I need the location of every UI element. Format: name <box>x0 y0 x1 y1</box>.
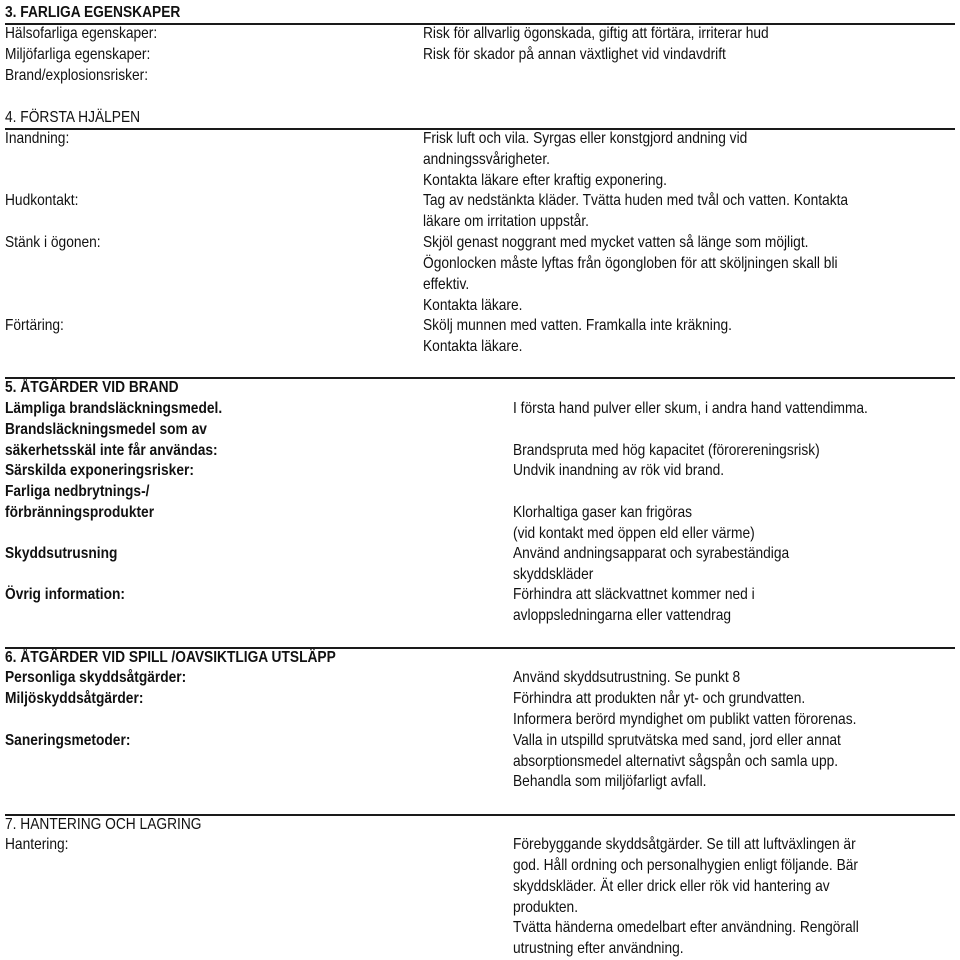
farliga-value: (vid kontakt med öppen eld eller värme) <box>513 525 755 542</box>
ogon-line: Kontakta läkare. <box>423 297 523 314</box>
section-6-heading: 6. ÅTGÄRDER VID SPILL /OAVSIKTLIGA UTSLÄPP <box>5 649 336 666</box>
ej-anvandas-label: säkerhetsskäl inte får användas: <box>5 442 218 459</box>
ogon-line: Skjöl genast noggrant med mycket vatten så länge som möjligt. <box>423 234 809 251</box>
hantering-line: produkten. <box>513 899 579 916</box>
skyddsutrustning-value: skyddskläder <box>513 566 594 583</box>
lampliga-value: I första hand pulver eller skum, i andra hand vattendimma. <box>513 400 868 417</box>
ovrig-label: Övrig information: <box>5 586 126 603</box>
fortaring-line: Kontakta läkare. <box>423 338 523 355</box>
section-7-heading: 7. HANTERING OCH LAGRING <box>5 816 202 833</box>
personliga-value: Använd skyddsutrustning. Se punkt 8 <box>513 669 741 686</box>
miljofarliga-label: Miljöfarliga egenskaper: <box>5 46 151 63</box>
ogon-line: effektiv. <box>423 276 470 293</box>
skyddsutrustning-label: Skyddsutrusning <box>5 545 118 562</box>
ej-anvandas-label: Brandsläckningsmedel som av <box>5 421 207 438</box>
ej-anvandas-value: Brandspruta med hög kapacitet (förorereningsrisk) <box>513 442 820 459</box>
hudkontakt-line: Tag av nedstänkta kläder. Tvätta huden med tvål och vatten. Kontakta <box>423 192 849 209</box>
lampliga-label: Lämpliga brandsläckningsmedel. <box>5 400 223 417</box>
inandning-line: Frisk luft och vila. Syrgas eller konstgjord andning vid <box>423 130 748 147</box>
ovrig-value: avloppsledningarna eller vattendrag <box>513 607 732 624</box>
sanering-line: absorptionsmedel alternativt sågspån och samla upp. <box>513 753 839 770</box>
inandning-line: Kontakta läkare efter kraftig exponering. <box>423 172 667 189</box>
sanering-label: Saneringsmetoder: <box>5 732 131 749</box>
section-4-heading: 4. FÖRSTA HJÄLPEN <box>5 109 141 126</box>
ovrig-value: Förhindra att släckvattnet kommer ned i <box>513 586 755 603</box>
personliga-label: Personliga skyddsåtgärder: <box>5 669 187 686</box>
miljoskydd-label: Miljöskyddsåtgärder: <box>5 690 144 707</box>
brand-explosion-label: Brand/explosionsrisker: <box>5 67 149 84</box>
section-5-rule <box>5 377 955 379</box>
halso-value: Risk för allvarlig ögonskada, giftig att förtära, irriterar hud <box>423 25 769 42</box>
sarskilda-value: Undvik inandning av rök vid brand. <box>513 462 725 479</box>
ogon-label: Stänk i ögonen: <box>5 234 101 251</box>
inandning-line: andningssvårigheter. <box>423 151 550 168</box>
section-6-rule <box>5 647 955 649</box>
hantering-label: Hantering: <box>5 836 69 853</box>
fortaring-line: Skölj munnen med vatten. Framkalla inte kräkning. <box>423 317 732 334</box>
section-5-heading: 5. ÅTGÄRDER VID BRAND <box>5 379 179 396</box>
section-3-heading: 3. FARLIGA EGENSKAPER <box>5 4 181 21</box>
farliga-value: Klorhaltiga gaser kan frigöras <box>513 504 692 521</box>
hantering-line: utrustning efter användning. <box>513 940 684 957</box>
inandning-label: Inandning: <box>5 130 70 147</box>
miljoskydd-line: Informera berörd myndighet om publikt vatten förorenas. <box>513 711 857 728</box>
miljoskydd-line: Förhindra att produkten når yt- och grundvatten. <box>513 690 806 707</box>
hantering-line: Förebyggande skyddsåtgärder. Se till att luftväxlingen är <box>513 836 856 853</box>
hudkontakt-label: Hudkontakt: <box>5 192 79 209</box>
farliga-label: förbränningsprodukter <box>5 504 155 521</box>
hudkontakt-line: läkare om irritation uppstår. <box>423 213 589 230</box>
sarskilda-label: Särskilda exponeringsrisker: <box>5 462 194 479</box>
hantering-line: skyddskläder. Ät eller drick eller rök vid hantering av <box>513 878 830 895</box>
fortaring-label: Förtäring: <box>5 317 64 334</box>
farliga-label: Farliga nedbrytnings-/ <box>5 483 150 500</box>
sanering-line: Behandla som miljöfarligt avfall. <box>513 773 707 790</box>
halso-label: Hälsofarliga egenskaper: <box>5 25 158 42</box>
ogon-line: Ögonlocken måste lyftas från ögongloben för att sköljningen skall bli <box>423 255 838 272</box>
skyddsutrustning-value: Använd andningsapparat och syrabeständiga <box>513 545 790 562</box>
hantering-line: god. Håll ordning och personalhygien enligt följande. Bär <box>513 857 858 874</box>
sanering-line: Valla in utspilld sprutvätska med sand, jord eller annat <box>513 732 841 749</box>
section-7-rule <box>5 814 955 816</box>
hantering-line: Tvätta händerna omedelbart efter användning. Rengörall <box>513 919 859 936</box>
miljofarliga-value: Risk för skador på annan växtlighet vid vindavdrift <box>423 46 726 63</box>
